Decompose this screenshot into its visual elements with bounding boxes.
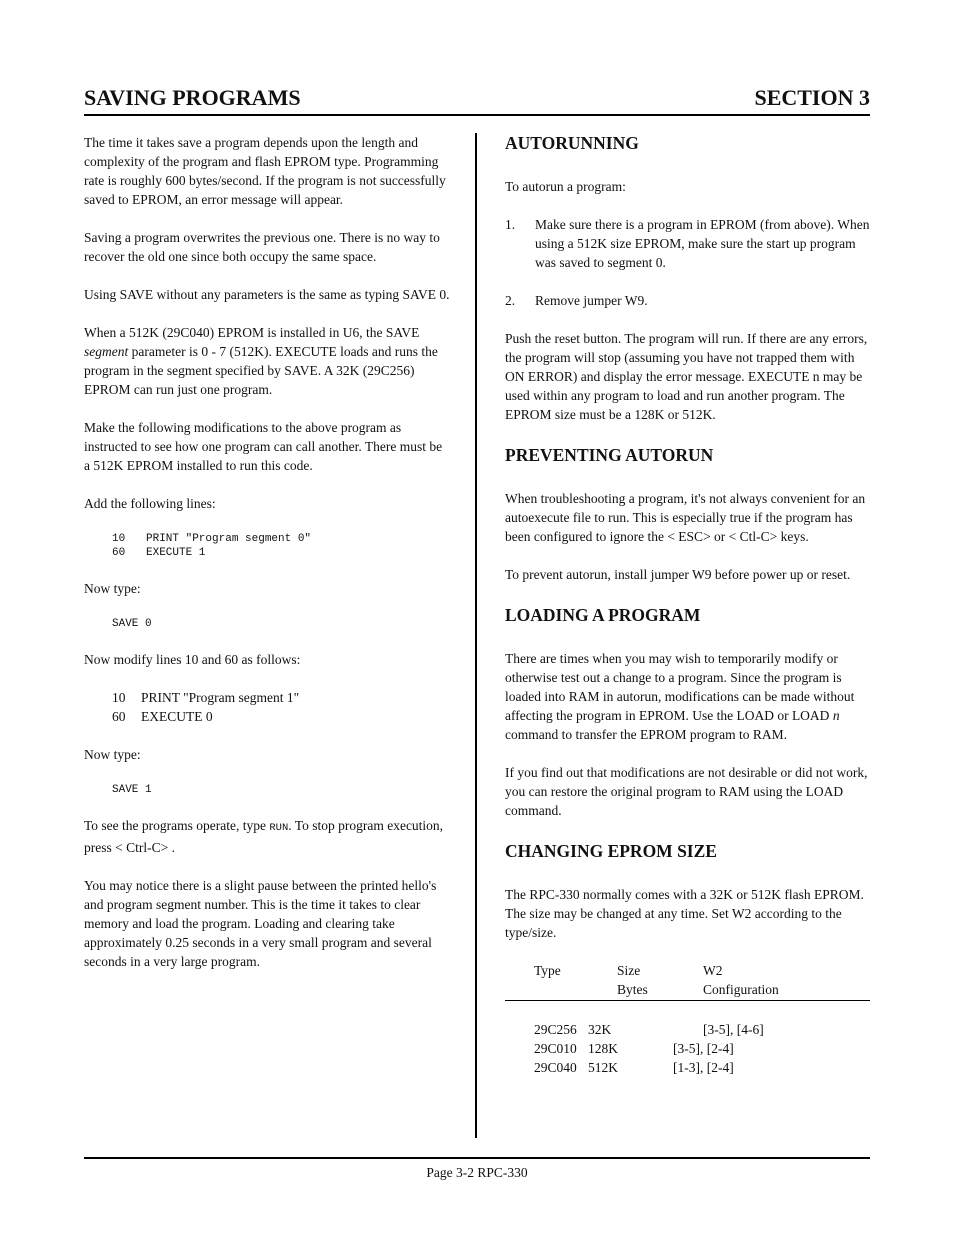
paragraph-512k-segments: When a 512K (29C040) EPROM is installed in U6, the SAVE segment parameter is 0 - 7 (512K). EXECUTE loads and runs the program in the segment specified by SAVE. A 32K (29C256) EPROM can run just one program. xyxy=(84,325,438,397)
paragraph-loading: There are times when you may wish to temporarily modify or otherwise test out a change to a program. Since the program is loaded into RAM in autorun, modifications can be made without affecting the program in EPROM. Use the LOAD or LOAD n command to transfer the EPROM program to RAM. xyxy=(505,651,855,742)
paragraph-modify-lines: Now modify lines 10 and 60 as follows: xyxy=(84,652,301,667)
paragraph-modifications: Make the following modifications to the above program as instructed to see how one program can call another. There must be a 512K EPROM installed to run this code. xyxy=(84,420,443,473)
paragraph-add-lines: Add the following lines: xyxy=(84,496,216,511)
page-footer: Page 3-2 RPC-330 xyxy=(84,1157,870,1182)
code-block-4: SAVE 1 xyxy=(112,784,152,796)
table-header-row: Bytes Configuration xyxy=(617,982,779,997)
page-title: SAVING PROGRAMS xyxy=(84,85,301,110)
code-line: 10 PRINT "Program segment 1" xyxy=(112,690,300,705)
list-item: 1. Make sure there is a program in EPROM (from above). When using a 512K size EPROM, make sure the start up program was saved to segment 0. xyxy=(505,217,870,270)
table-row: 29C010 128K [3-5], [2-4] xyxy=(534,1041,734,1056)
paragraph-run-programs: To see the programs operate, type RUN. To stop program execution, press < Ctrl-C> . xyxy=(84,818,444,855)
section-label: SECTION 3 xyxy=(754,85,870,110)
right-column xyxy=(505,131,871,1077)
heading-changing-eprom: CHANGING EPROM SIZE xyxy=(505,841,717,861)
paragraph-troubleshooting: When troubleshooting a program, it's not always convenient for an autoexecute file to run. This is especially true if the program has been configured to ignore the < ESC> or < Ctl-C> keys. xyxy=(505,491,866,544)
code-block-2: SAVE 0 xyxy=(112,618,152,630)
eprom-config-table xyxy=(505,961,870,1077)
heading-autorunning: AUTORUNNING xyxy=(505,133,639,153)
left-column xyxy=(84,133,450,971)
column-divider xyxy=(475,133,477,1138)
page-header xyxy=(84,84,870,116)
paragraph-now-type-1: Now type: xyxy=(84,581,141,596)
paragraph-restore: If you find out that modifications are not desirable or did not work, you can restore the original program to RAM using the LOAD command. xyxy=(505,765,868,818)
paragraph-pause: You may notice there is a slight pause between the printed hello's and program segment number. This is the time it takes to clear memory and load the program. Loading and clearing take approximately 0.25 seconds in a very small program and several seconds in a very large program. xyxy=(84,878,437,969)
paragraph-save-time: The time it takes save a program depends upon the length and complexity of the program and flash EPROM type. Programming rate is roughly 600 bytes/second. If the program is not successfully saved to EPROM, an error message will appear. xyxy=(84,135,446,207)
code-block-1 xyxy=(112,532,450,560)
list-item: 2. Remove jumper W9. xyxy=(505,293,648,308)
autorun-steps xyxy=(505,215,871,310)
code-block-3 xyxy=(112,688,450,726)
table-row: 29C040 512K [1-3], [2-4] xyxy=(534,1060,734,1075)
code-line: 60 EXECUTE 0 xyxy=(112,709,213,724)
paragraph-eprom-size: The RPC-330 normally comes with a 32K or 512K flash EPROM. The size may be changed at any time. Set W2 according to the type/size. xyxy=(505,887,864,940)
paragraph-reset: Push the reset button. The program will run. If there are any errors, the program will stop (assuming you have not trapped them with ON ERROR) and display the error message. EXECUTE n may be used within any program to load and run another program. The EPROM size must be a 128K or 512K. xyxy=(505,331,868,422)
table-header-row: Type Size W2 xyxy=(534,963,723,978)
paragraph-autorun-intro: To autorun a program: xyxy=(505,179,626,194)
code-line: 10 PRINT "Program segment 0" xyxy=(112,533,312,545)
paragraph-save-default: Using SAVE without any parameters is the same as typing SAVE 0. xyxy=(84,287,450,302)
paragraph-overwrite: Saving a program overwrites the previous one. There is no way to recover the old one since both occupy the same space. xyxy=(84,230,440,264)
heading-preventing-autorun: PREVENTING AUTORUN xyxy=(505,445,714,465)
paragraph-prevent: To prevent autorun, install jumper W9 before power up or reset. xyxy=(505,567,851,582)
paragraph-now-type-2: Now type: xyxy=(84,747,141,762)
heading-loading-program: LOADING A PROGRAM xyxy=(505,605,701,625)
code-line: 60 EXECUTE 1 xyxy=(112,547,206,559)
table-row: 29C256 32K [3-5], [4-6] xyxy=(534,1022,764,1037)
